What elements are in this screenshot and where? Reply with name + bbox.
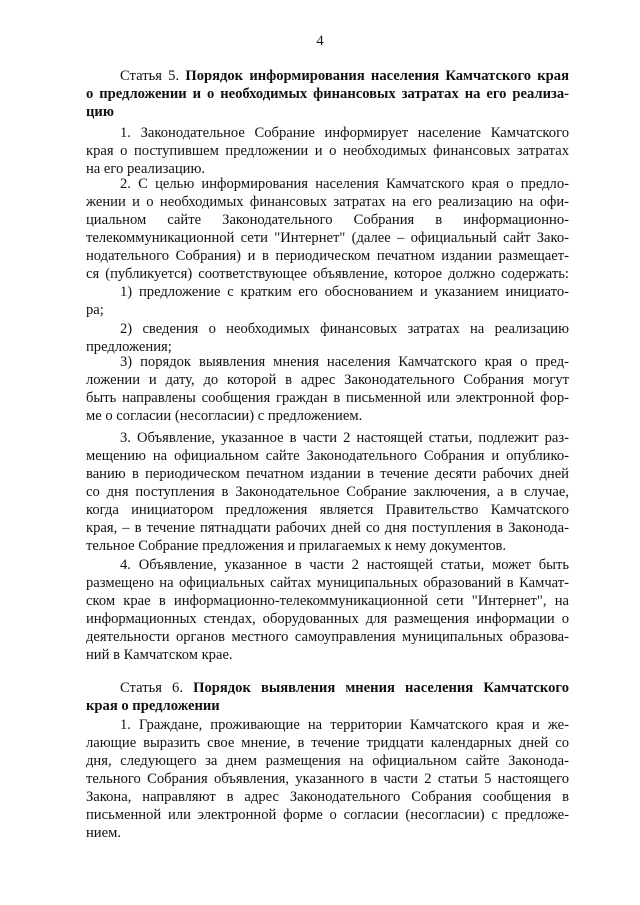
article5-label: Статья 5. bbox=[120, 68, 180, 84]
article5-p4-line: ний в Камчатском крае. bbox=[86, 647, 233, 663]
article5-p3-line: мещению на официальном сайте Законодательного Собрания и опублико- bbox=[86, 448, 569, 464]
article5-p4-line: размещено на официальных сайтах муниципальных образований в Камчат- bbox=[86, 575, 569, 591]
article6-label: Статья 6. bbox=[120, 680, 183, 696]
article6-p1-line: лающие выразить свое мнение, в течение тридцати календарных дней со bbox=[86, 735, 569, 751]
article6-p1-line: тельного Собрания объявления, указанного в части 2 статьи 5 настоящего bbox=[86, 771, 569, 787]
article5-p3-line: когда инициатором предложения является Правительство Камчатского bbox=[86, 502, 569, 518]
article5-item3-line: ме о согласии (несогласии) с предложением. bbox=[86, 408, 363, 424]
article5-item1-line: ра; bbox=[86, 302, 104, 318]
article5-p4-line: информационных стендах, оборудованных для размещения информации о bbox=[86, 611, 569, 627]
article6-p1-line: дня, следующего за днем размещения на официальном сайте Законода- bbox=[86, 753, 569, 769]
article5-heading-line1 bbox=[120, 67, 569, 85]
article5-p2-line: телекоммуникационной сети "Интернет" (далее – официальный сайт Зако- bbox=[86, 230, 569, 246]
article5-p2-line: ся (публикуется) соответствующее объявление, которое должно содержать: bbox=[86, 266, 569, 282]
article5-p2-line: нодательного Собрания) и в периодическом печатном издании размещает- bbox=[86, 248, 569, 264]
article5-p4-line: 4. Объявление, указанное в части 2 настоящей статьи, может быть bbox=[120, 557, 569, 573]
article5-p3-line: тельное Собрание предложения и прилагаемых к нему документов. bbox=[86, 538, 507, 554]
article5-p1-line: края о поступившем предложении и о необходимых финансовых затратах bbox=[86, 143, 569, 159]
article5-p4-line: деятельности органов местного самоуправления муниципальных образова- bbox=[86, 629, 569, 645]
article5-p2-line: жении и о необходимых финансовых затратах на его реализацию на офи- bbox=[86, 194, 569, 210]
article5-title-line1: Порядок информирования населения Камчатского края bbox=[185, 68, 569, 84]
article5-item3-line: быть направлены сообщения граждан в письменной или электронной фор- bbox=[86, 390, 569, 406]
article6-heading-line1 bbox=[120, 679, 569, 697]
page-number: 4 bbox=[316, 33, 324, 49]
article5-p1-line: на его реализацию. bbox=[86, 161, 206, 177]
article6-p1-line: 1. Граждане, проживающие на территории Камчатского края и же- bbox=[120, 717, 569, 733]
article5-p2-line: циальном сайте Законодательного Собрания в информационно- bbox=[86, 212, 569, 228]
article5-item3-line: ложении и дату, до которой в адрес Законодательного Собрания могут bbox=[86, 372, 569, 388]
article5-p2-line: 2. С целью информирования населения Камчатского края о предло- bbox=[120, 176, 569, 192]
article5-item2-line: 2) сведения о необходимых финансовых затратах на реализацию bbox=[120, 321, 569, 337]
article5-item3-line: 3) порядок выявления мнения населения Камчатского края о пред- bbox=[120, 354, 569, 370]
article5-item1-line: 1) предложение с кратким его обоснованием и указанием инициато- bbox=[120, 284, 569, 300]
article5-title-line3: цию bbox=[86, 104, 114, 120]
article6-title-line2: края о предложении bbox=[86, 698, 220, 714]
article6-title-line1: Порядок выявления мнения населения Камчатского bbox=[193, 680, 569, 696]
article5-item2-line: предложения; bbox=[86, 339, 172, 355]
article5-p3-line: со дня поступления в Законодательное Собрание заключения, а в случае, bbox=[86, 484, 569, 500]
article5-p3-line: края, – в течение пятнадцати рабочих дней со дня поступления в Законода- bbox=[86, 520, 569, 536]
article5-p4-line: ском крае в информационно-телекоммуникационной сети "Интернет", на bbox=[86, 593, 569, 609]
article5-p3-line: 3. Объявление, указанное в части 2 настоящей статьи, подлежит раз- bbox=[120, 430, 569, 446]
article5-p1-line: 1. Законодательное Собрание информирует население Камчатского bbox=[120, 125, 569, 141]
article5-title-line2: о предложении и о необходимых финансовых затратах на его реализа- bbox=[86, 86, 569, 102]
article6-p1-line: письменной или электронной форме о согласии (несогласии) с предложе- bbox=[86, 807, 569, 823]
article5-p3-line: ванию в периодическом печатном издании в течение десяти рабочих дней bbox=[86, 466, 569, 482]
article6-p1-line: Закона, направляют в адрес Законодательного Собрания сообщения в bbox=[86, 789, 569, 805]
article6-p1-line: нием. bbox=[86, 825, 121, 841]
